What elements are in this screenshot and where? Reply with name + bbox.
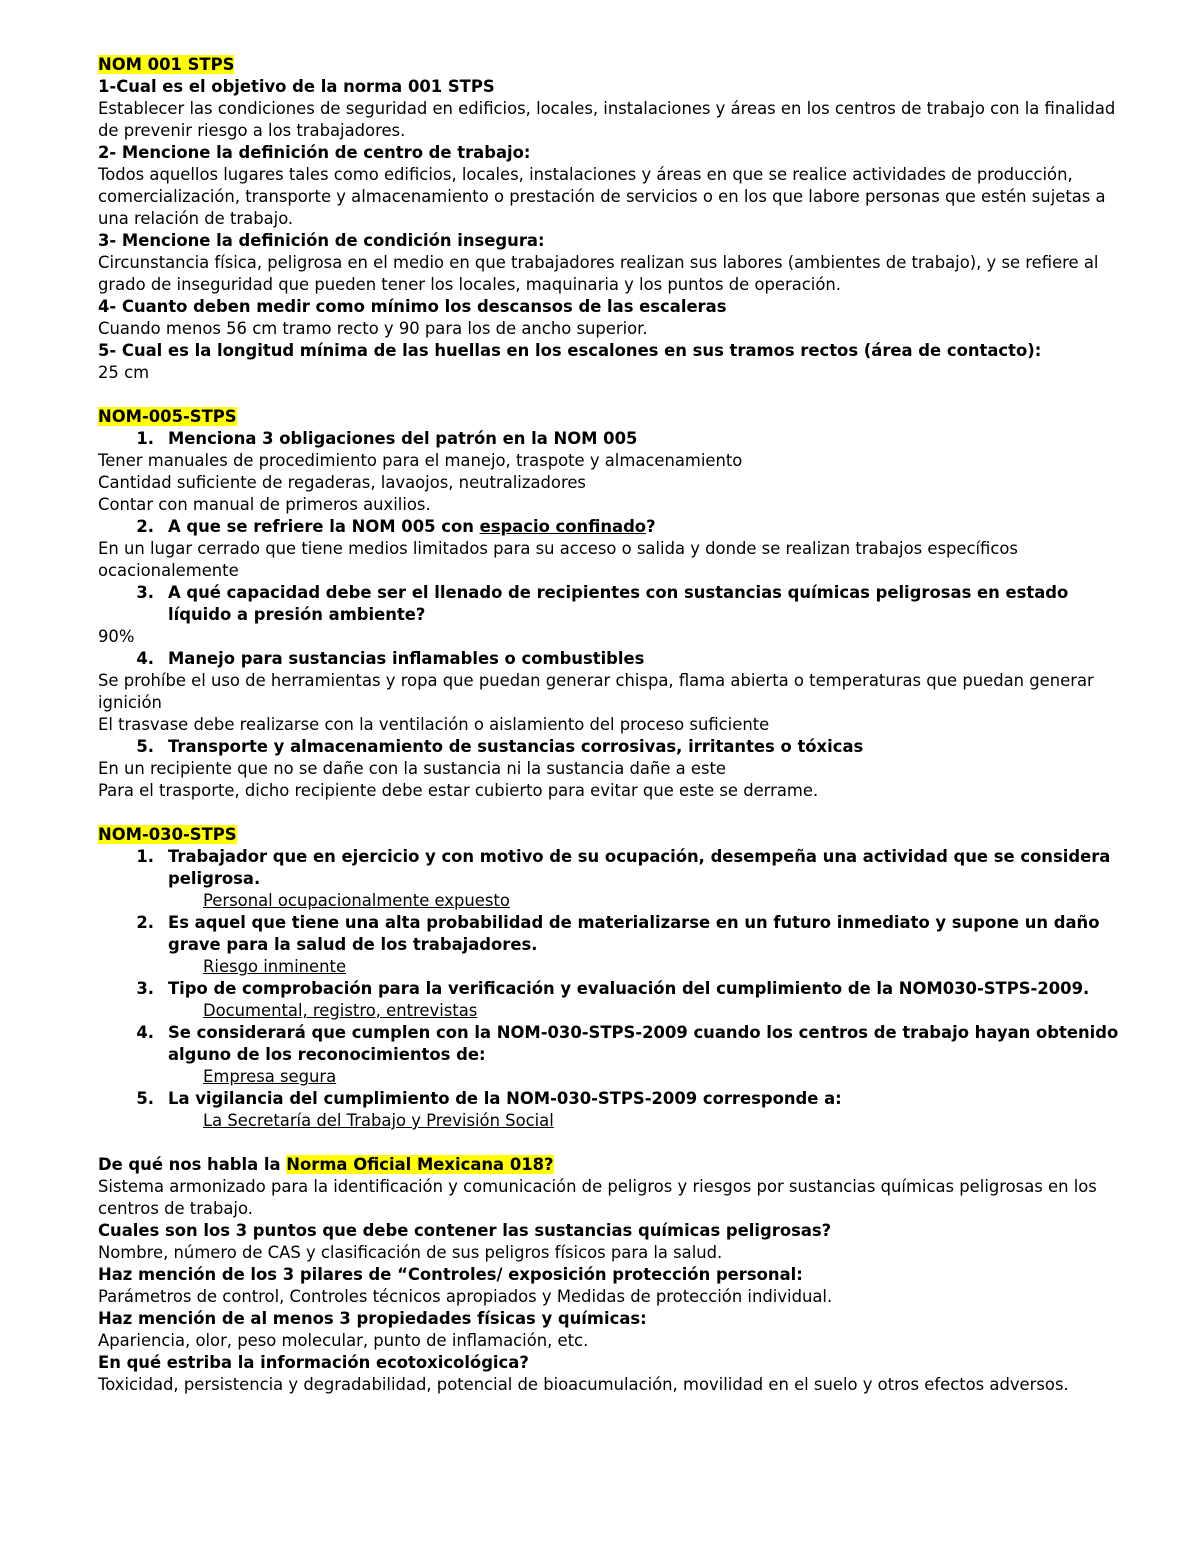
answer: Se prohíbe el uso de herramientas y ropa que puedan generar chispa, flama abierta o temperaturas que puedan generar ignición bbox=[98, 671, 1094, 712]
answer: Para el trasporte, dicho recipiente debe estar cubierto para evitar que este se derrame. bbox=[98, 781, 819, 800]
answer: Establecer las condiciones de seguridad en edificios, locales, instalaciones y áreas en los centros de trabajo con la finalidad de prevenir riesgo a los trabajadores. bbox=[98, 99, 1116, 140]
answer-text: Personal ocupacionalmente expuesto bbox=[203, 891, 510, 910]
list-item bbox=[98, 428, 1128, 450]
list-item bbox=[98, 736, 1128, 758]
list-number: 1. bbox=[136, 429, 154, 448]
answer bbox=[98, 1066, 1128, 1088]
answer: Cantidad suficiente de regaderas, lavaojos, neutralizadores bbox=[98, 473, 586, 492]
question bbox=[168, 516, 1128, 538]
question: Se considerará que cumplen con la NOM-030-STPS-2009 cuando los centros de trabajo hayan obtenido alguno de los reconocimientos de: bbox=[168, 1023, 1119, 1064]
answer-text: Empresa segura bbox=[203, 1067, 337, 1086]
answer: El trasvase debe realizarse con la ventilación o aislamiento del proceso suficiente bbox=[98, 715, 770, 734]
answer: Cuando menos 56 cm tramo recto y 90 para los de ancho superior. bbox=[98, 319, 648, 338]
question: Es aquel que tiene una alta probabilidad de materializarse en un futuro inmediato y supone un daño grave para la salud de los trabajadores. bbox=[168, 913, 1100, 954]
answer: Toxicidad, persistencia y degradabilidad, potencial de bioacumulación, movilidad en el suelo y otros efectos adversos. bbox=[98, 1375, 1069, 1394]
list-number: 2. bbox=[136, 913, 154, 932]
answer-text: Riesgo inminente bbox=[203, 957, 347, 976]
document-page bbox=[98, 54, 1128, 1396]
answer: En un lugar cerrado que tiene medios limitados para su acceso o salida y donde se realizan trabajos específicos ocacionalemente bbox=[98, 539, 1018, 580]
answer bbox=[98, 890, 1128, 912]
question: Tipo de comprobación para la verificación y evaluación del cumplimiento de la NOM030-STPS-2009. bbox=[168, 979, 1090, 998]
list-number: 1. bbox=[136, 847, 154, 866]
list-number: 4. bbox=[136, 649, 154, 668]
answer bbox=[98, 1000, 1128, 1022]
list-number: 5. bbox=[136, 1089, 154, 1108]
section-title: NOM-005-STPS bbox=[98, 407, 237, 426]
underlined-term: espacio confinado bbox=[479, 517, 647, 536]
answer: 25 cm bbox=[98, 363, 150, 382]
spacer bbox=[98, 1132, 1128, 1154]
list-item bbox=[98, 648, 1128, 670]
question: Transporte y almacenamiento de sustancias corrosivas, irritantes o tóxicas bbox=[168, 737, 864, 756]
question: 3- Mencione la definición de condición insegura: bbox=[98, 231, 545, 250]
section-title: NOM-030-STPS bbox=[98, 825, 237, 844]
question: 1-Cual es el objetivo de la norma 001 STPS bbox=[98, 77, 495, 96]
question: Menciona 3 obligaciones del patrón en la NOM 005 bbox=[168, 429, 638, 448]
spacer bbox=[98, 384, 1128, 406]
answer bbox=[98, 1110, 1128, 1132]
list-number: 4. bbox=[136, 1023, 154, 1042]
answer: En un recipiente que no se dañe con la sustancia ni la sustancia dañe a este bbox=[98, 759, 727, 778]
answer-text: Documental, registro, entrevistas bbox=[203, 1001, 478, 1020]
question: Haz mención de los 3 pilares de “Controles/ exposición protección personal: bbox=[98, 1265, 803, 1284]
list-item bbox=[98, 1022, 1128, 1066]
question: Trabajador que en ejercicio y con motivo de su ocupación, desempeña una actividad que se considera peligrosa. bbox=[168, 847, 1111, 888]
list-item bbox=[98, 1088, 1128, 1110]
answer: Circunstancia física, peligrosa en el medio en que trabajadores realizan sus labores (ambientes de trabajo), y se refiere al grado de inseguridad que pueden tener los locales, maquinaria y los puntos de operación. bbox=[98, 253, 1099, 294]
spacer bbox=[98, 802, 1128, 824]
list-item bbox=[98, 516, 1128, 538]
list-number: 5. bbox=[136, 737, 154, 756]
question-mark: ? bbox=[646, 517, 656, 536]
question: Cuales son los 3 puntos que debe contener las sustancias químicas peligrosas? bbox=[98, 1221, 832, 1240]
answer bbox=[98, 956, 1128, 978]
answer: Todos aquellos lugares tales como edificios, locales, instalaciones y áreas en que se realice actividades de producción, comercialización, transporte y almacenamiento o prestación de servicios o en los que labore personas que estén sujetas a una relación de trabajo. bbox=[98, 165, 1106, 228]
question-text: A que se refriere la NOM 005 con bbox=[168, 517, 480, 536]
question: Haz mención de al menos 3 propiedades físicas y químicas: bbox=[98, 1309, 647, 1328]
list-item bbox=[98, 846, 1128, 890]
list-item bbox=[98, 912, 1128, 956]
question bbox=[98, 1154, 1128, 1176]
answer-text: La Secretaría del Trabajo y Previsión Social bbox=[203, 1111, 554, 1130]
answer: Nombre, número de CAS y clasificación de sus peligros físicos para la salud. bbox=[98, 1243, 723, 1262]
question: 5- Cual es la longitud mínima de las huellas en los escalones en sus tramos rectos (área de contacto): bbox=[98, 341, 1042, 360]
answer: Tener manuales de procedimiento para el manejo, traspote y almacenamiento bbox=[98, 451, 743, 470]
section-nom001 bbox=[98, 54, 1128, 76]
section-nom030 bbox=[98, 824, 1128, 846]
answer: Apariencia, olor, peso molecular, punto de inflamación, etc. bbox=[98, 1331, 589, 1350]
question: 2- Mencione la definición de centro de trabajo: bbox=[98, 143, 531, 162]
question: La vigilancia del cumplimiento de la NOM-030-STPS-2009 corresponde a: bbox=[168, 1089, 842, 1108]
section-title: NOM 001 STPS bbox=[98, 55, 235, 74]
list-item bbox=[98, 978, 1128, 1000]
list-number: 3. bbox=[136, 583, 154, 602]
question: 4- Cuanto deben medir como mínimo los descansos de las escaleras bbox=[98, 297, 727, 316]
question: Manejo para sustancias inflamables o combustibles bbox=[168, 649, 645, 668]
question: A qué capacidad debe ser el llenado de recipientes con sustancias químicas peligrosas en estado líquido a presión ambiente? bbox=[168, 583, 1069, 624]
list-number: 2. bbox=[136, 517, 154, 536]
answer: Parámetros de control, Controles técnicos apropiados y Medidas de protección individual. bbox=[98, 1287, 833, 1306]
highlighted-term: Norma Oficial Mexicana 018? bbox=[286, 1155, 554, 1174]
question: En qué estriba la información ecotoxicológica? bbox=[98, 1353, 529, 1372]
answer: 90% bbox=[98, 627, 135, 646]
question-text: De qué nos habla la bbox=[98, 1155, 287, 1174]
answer: Sistema armonizado para la identificación y comunicación de peligros y riesgos por sustancias químicas peligrosas en los centros de trabajo. bbox=[98, 1177, 1097, 1218]
section-nom005 bbox=[98, 406, 1128, 428]
list-number: 3. bbox=[136, 979, 154, 998]
list-item bbox=[98, 582, 1128, 626]
answer: Contar con manual de primeros auxilios. bbox=[98, 495, 431, 514]
